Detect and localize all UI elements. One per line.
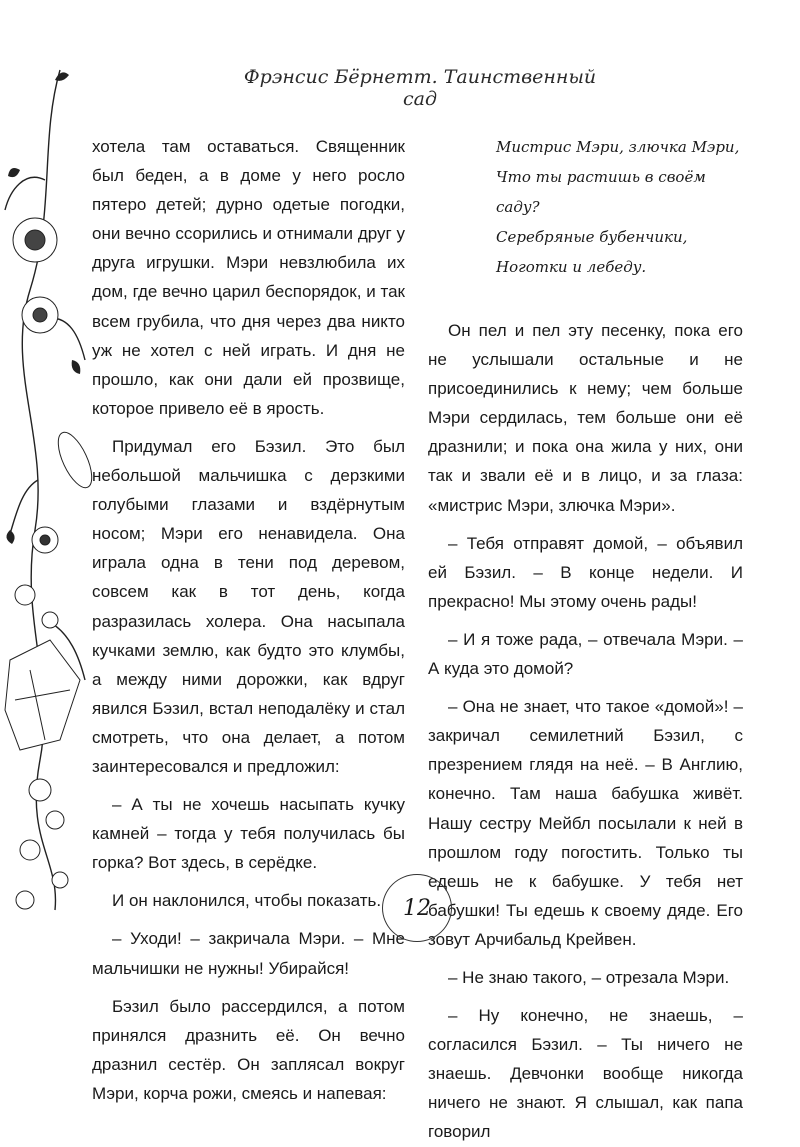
poem-verse <box>428 132 743 282</box>
right-text-column <box>428 132 743 1147</box>
paragraph: – Уходи! – закричала Мэри. – Мне мальчишки не нужны! Убирайся! <box>92 929 405 978</box>
verse-line: Что ты растишь в своём саду? <box>496 168 706 216</box>
paragraph: И он наклонился, чтобы показать. <box>112 891 382 911</box>
paragraph: – И я тоже рада, – отвечала Мэри. – А куда это домой? <box>428 629 743 679</box>
floral-ornament-illustration <box>0 60 95 920</box>
paragraph: Бэзил было рассердился, а потом принялся дразнить её. Он вечно дразнил сестёр. Он заплясал вокруг Мэри, корча рожи, смеясь и напевая: <box>92 996 405 1103</box>
page-number: 12 <box>382 874 452 942</box>
paragraph: Он пел и пел эту песенку, пока его не услышали остальные и не присоединились к нему; чем больше Мэри сердилась, тем больше они её дразнили; и пока она жила у них, они так и звали её и в лицо, и за глаза: «мистрис Мэри, злючка Мэри». <box>428 321 743 515</box>
left-text-column <box>92 132 405 1108</box>
running-header: Фрэнсис Бёрнетт. Таинственный сад <box>243 66 597 110</box>
paragraph: – Она не знает, что такое «домой»! – закричал семилетний Бэзил, с презрением глядя на неё. – В Англию, конечно. Там наша бабушка живёт. Нашу сестру Мейбл посылали к ней в прошлом году погостить. Только ты едешь не к бабушке. У тебя нет бабушки! Ты едешь к своему дяде. Его зовут Арчибальд Крейвен. <box>428 697 743 949</box>
paragraph: – Ну конечно, не знаешь, – согласился Бэзил. – Ты ничего не знаешь. Девчонки вообще никогда ничего не знают. Я слышал, как папа говорил <box>428 1006 743 1142</box>
paragraph: – А ты не хочешь насыпать кучку камней – тогда у тебя получилась бы горка? Вот здесь, в серёдке. <box>92 795 405 873</box>
paragraph: – Не знаю такого, – отрезала Мэри. <box>448 967 730 987</box>
verse-line: Мистрис Мэри, злючка Мэри, <box>496 138 740 156</box>
verse-line: Ноготки и лебеду. <box>496 258 647 276</box>
paragraph: – Тебя отправят домой, – объявил ей Бэзил. – В конце недели. И прекрасно! Мы этому очень рады! <box>428 533 743 611</box>
paragraph: хотела там оставаться. Священник был беден, а в доме у него росло пятеро детей; дурно одетые погодки, они вечно ссорились и отнимали друг у друга игрушки. Мэри невзлюбила их дом, где вечно царил беспорядок, и так всем грубила, что дня через два никто уж не хотел с ней играть. И дня не прошло, как они дали ей прозвище, которое привело её в ярость. <box>92 137 405 418</box>
paragraph: Придумал его Бэзил. Это был небольшой мальчишка с дерзкими голубыми глазами и вздёрнутым носом; Мэри его ненавидела. Она играла одна в тени под деревом, совсем как в тот день, когда разразилась холера. Она насыпала кучками землю, как будто это клумбы, а между ними дорожки, как вдруг явился Бэзил, встал неподалёку и стал смотреть, что она делает, а потом заинтересовался и предложил: <box>92 436 405 776</box>
verse-line: Серебряные бубенчики, <box>496 228 688 246</box>
